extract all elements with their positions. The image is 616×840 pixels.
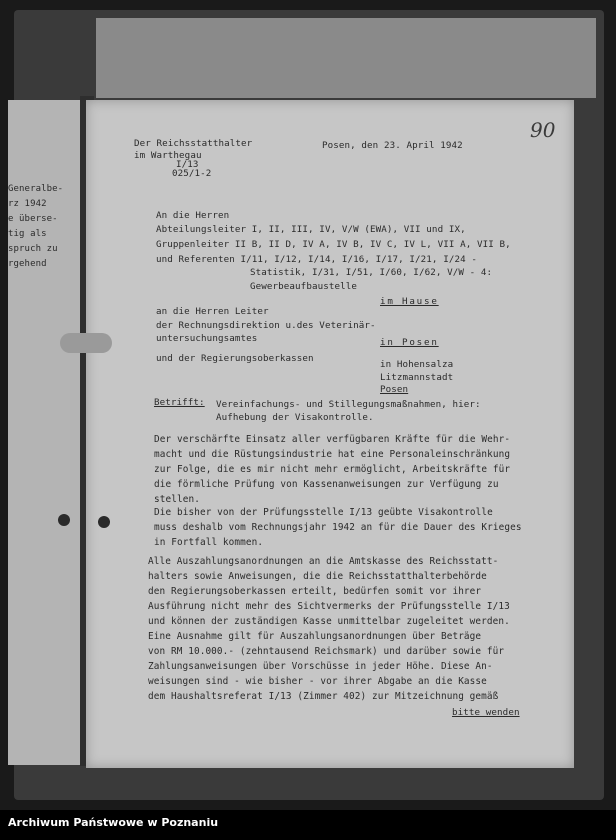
paragraph-line: weisungen sind - wie bisher - vor ihrer Abgabe an die Kasse <box>148 676 487 687</box>
paragraph-line: Der verschärfte Einsatz aller verfügbaren Kräfte für die Wehr- <box>154 434 511 445</box>
paragraph-line: in Fortfall kommen. <box>154 537 264 548</box>
punch-hole <box>98 516 110 528</box>
sender-line: 025/1-2 <box>172 168 212 179</box>
bitte-wenden: bitte wenden <box>452 707 520 718</box>
paragraph-line: zur Folge, die es mir nicht mehr ermöglicht, Arbeitskräfte für <box>154 464 511 475</box>
paragraph-line: macht und die Rüstungsindustrie hat eine Personaleinschränkung <box>154 449 511 460</box>
paragraph-line: dem Haushaltsreferat I/13 (Zimmer 402) zur Mitzeichnung gemäß <box>148 691 499 702</box>
sender-line: I/13 <box>176 159 199 170</box>
city-line: Posen <box>380 384 409 395</box>
betrifft-text: Aufhebung der Visakontrolle. <box>216 412 374 423</box>
margin-line: rgehend <box>8 259 47 269</box>
margin-line: tig als <box>8 229 47 239</box>
addressee-line: und Referenten I/11, I/12, I/14, I/16, I/17, I/21, I/24 - <box>156 254 477 265</box>
paragraph-line: Ausführung nicht mehr des Sichtvermerks der Prüfungsstelle I/13 <box>148 601 510 612</box>
addressee-line: Gruppenleiter II B, II D, IV A, IV B, IV C, IV L, VII A, VII B, <box>156 239 511 250</box>
punch-hole <box>58 514 70 526</box>
addressee-line: Abteilungsleiter I, II, III, IV, V/W (EWA), VII und IX, <box>156 224 466 235</box>
sender-line: Der Reichsstatthalter <box>134 138 253 149</box>
margin-line: rz 1942 <box>8 199 47 209</box>
paragraph-line: stellen. <box>154 494 200 505</box>
paragraph-line: Zahlungsanweisungen über Vorschüsse in jeder Höhe. Diese An- <box>148 661 493 672</box>
betrifft-label: Betrifft: <box>154 397 205 408</box>
addressee-line: An die Herren <box>156 210 230 221</box>
binding-tab <box>60 333 112 353</box>
paragraph-line: Die bisher von der Prüfungsstelle I/13 geübte Visakontrolle <box>154 507 493 518</box>
addressee-line: Gewerbeaufbaustelle <box>250 281 357 292</box>
left-page-fragment <box>8 100 88 765</box>
paragraph-line: und können der zuständigen Kasse unmittelbar zugeleitet werden. <box>148 616 510 627</box>
archive-footer <box>0 810 616 840</box>
betrifft-text: Vereinfachungs- und Stillegungsmaßnahmen, hier: <box>216 399 481 410</box>
in-posen: in Posen <box>380 337 439 348</box>
handwritten-page-number: 90 <box>530 118 556 142</box>
leiter-line: der Rechnungsdirektion u.des Veterinär- <box>156 320 376 331</box>
paragraph-line: Eine Ausnahme gilt für Auszahlungsanordnungen über Beträge <box>148 631 482 642</box>
place-date: Posen, den 23. April 1942 <box>322 140 463 151</box>
paragraph-line: halters sowie Anweisungen, die die Reichsstatthalterbehörde <box>148 571 487 582</box>
margin-line: spruch zu <box>8 244 58 254</box>
paragraph-line: die förmliche Prüfung von Kassenanweisungen zur Verfügung zu <box>154 479 499 490</box>
paragraph-line: muss deshalb vom Rechnungsjahr 1942 an für die Dauer des Krieges <box>154 522 522 533</box>
paragraph-line: den Regierungsoberkassen erteilt, bedürfen somit vor ihrer <box>148 586 482 597</box>
sender-line: im Warthegau <box>134 150 202 161</box>
margin-line: e überse- <box>8 214 58 224</box>
paragraph-line: Alle Auszahlungsanordnungen an die Amtskasse des Reichsstatt- <box>148 556 499 567</box>
regierungs-line: und der Regierungsoberkassen <box>156 353 314 364</box>
archive-label: Archiwum Państwowe w Poznaniu <box>8 816 219 829</box>
city-line: Litzmannstadt <box>380 372 454 383</box>
paragraph-line: von RM 10.000.- (zehntausend Reichsmark) und darüber sowie für <box>148 646 505 657</box>
margin-line: Generalbe- <box>8 184 64 194</box>
leiter-line: untersuchungsamtes <box>156 333 258 344</box>
city-line: in Hohensalza <box>380 359 454 370</box>
addressee-line: Statistik, I/31, I/51, I/60, I/62, V/W - 4: <box>250 267 493 278</box>
im-hause: im Hause <box>380 296 439 307</box>
letter-page <box>86 100 574 768</box>
underlying-sheet <box>96 18 596 98</box>
leiter-line: an die Herren Leiter <box>156 306 269 317</box>
